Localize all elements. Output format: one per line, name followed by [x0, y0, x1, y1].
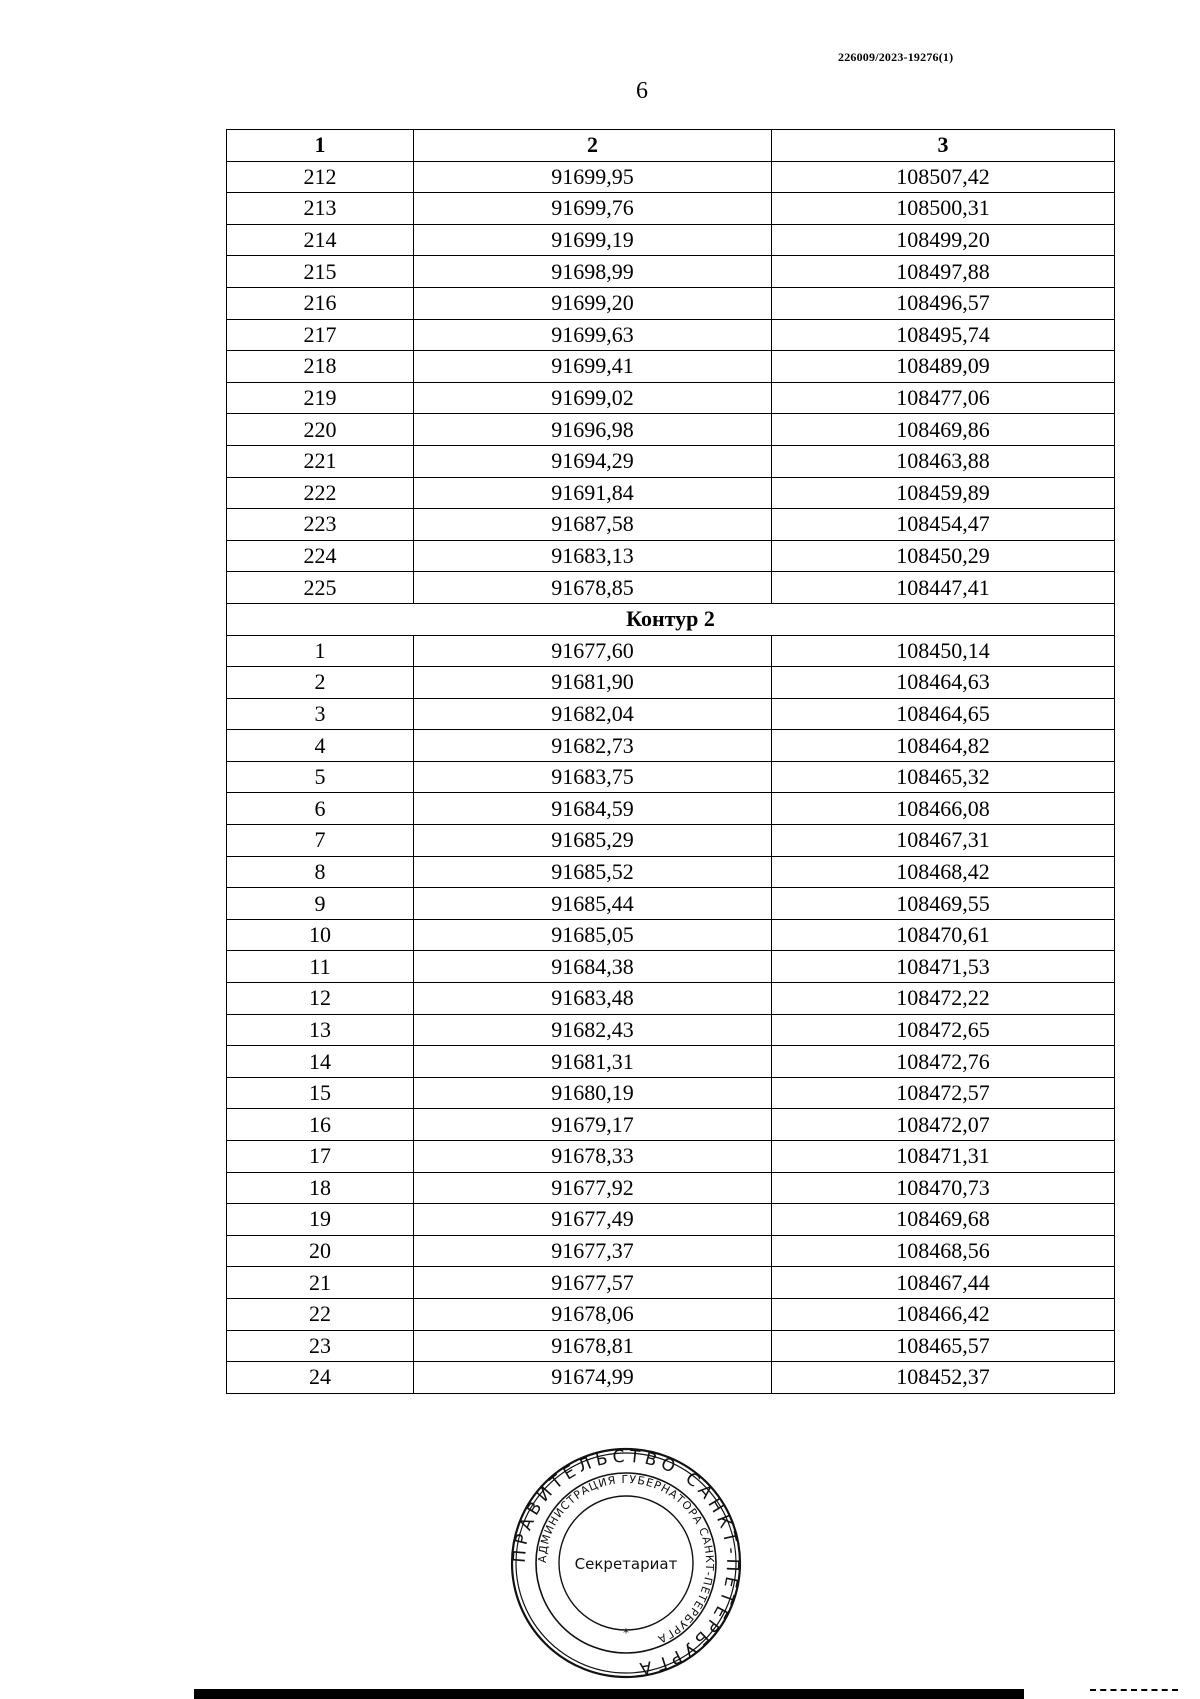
table-row [227, 287, 1115, 319]
y-coordinate-cell: 108496,57 [772, 287, 1115, 319]
x-coordinate-cell: 91677,92 [414, 1172, 772, 1204]
point-number-cell: 9 [227, 888, 414, 920]
coordinates-table [226, 129, 1115, 1394]
x-coordinate-cell: 91681,90 [414, 667, 772, 699]
table-body-contour-2 [227, 635, 1115, 1393]
x-coordinate-cell: 91682,43 [414, 1014, 772, 1046]
column-header-3: 3 [772, 130, 1115, 162]
x-coordinate-cell: 91699,02 [414, 382, 772, 414]
x-coordinate-cell: 91678,06 [414, 1298, 772, 1330]
table-row [227, 888, 1115, 920]
y-coordinate-cell: 108464,82 [772, 730, 1115, 762]
point-number-cell: 10 [227, 919, 414, 951]
y-coordinate-cell: 108464,65 [772, 698, 1115, 730]
table-row [227, 1330, 1115, 1362]
x-coordinate-cell: 91681,31 [414, 1046, 772, 1078]
table-row [227, 1077, 1115, 1109]
table-row [227, 540, 1115, 572]
point-number-cell: 23 [227, 1330, 414, 1362]
table-row [227, 477, 1115, 509]
y-coordinate-cell: 108467,44 [772, 1267, 1115, 1299]
point-number-cell: 215 [227, 256, 414, 288]
x-coordinate-cell: 91680,19 [414, 1077, 772, 1109]
table-row [227, 1046, 1115, 1078]
y-coordinate-cell: 108471,53 [772, 951, 1115, 983]
table-row [227, 1109, 1115, 1141]
table-row [227, 445, 1115, 477]
point-number-cell: 11 [227, 951, 414, 983]
y-coordinate-cell: 108465,32 [772, 761, 1115, 793]
y-coordinate-cell: 108469,68 [772, 1204, 1115, 1236]
point-number-cell: 24 [227, 1362, 414, 1394]
x-coordinate-cell: 91678,33 [414, 1141, 772, 1173]
x-coordinate-cell: 91677,37 [414, 1235, 772, 1267]
table-row [227, 793, 1115, 825]
point-number-cell: 20 [227, 1235, 414, 1267]
seal-star-icon: * [623, 1626, 629, 1640]
x-coordinate-cell: 91699,19 [414, 224, 772, 256]
table-row [227, 224, 1115, 256]
point-number-cell: 3 [227, 698, 414, 730]
y-coordinate-cell: 108463,88 [772, 445, 1115, 477]
y-coordinate-cell: 108470,73 [772, 1172, 1115, 1204]
x-coordinate-cell: 91682,73 [414, 730, 772, 762]
y-coordinate-cell: 108471,31 [772, 1141, 1115, 1173]
bottom-scan-mark [1090, 1689, 1178, 1695]
y-coordinate-cell: 108472,57 [772, 1077, 1115, 1109]
point-number-cell: 18 [227, 1172, 414, 1204]
x-coordinate-cell: 91677,60 [414, 635, 772, 667]
point-number-cell: 221 [227, 445, 414, 477]
table-row [227, 193, 1115, 225]
table-row [227, 572, 1115, 604]
column-header-2: 2 [414, 130, 772, 162]
table-row [227, 856, 1115, 888]
table-row [227, 1014, 1115, 1046]
table-header-row [227, 130, 1115, 162]
x-coordinate-cell: 91682,04 [414, 698, 772, 730]
x-coordinate-cell: 91678,81 [414, 1330, 772, 1362]
y-coordinate-cell: 108470,61 [772, 919, 1115, 951]
x-coordinate-cell: 91677,57 [414, 1267, 772, 1299]
point-number-cell: 222 [227, 477, 414, 509]
y-coordinate-cell: 108447,41 [772, 572, 1115, 604]
x-coordinate-cell: 91678,85 [414, 572, 772, 604]
x-coordinate-cell: 91685,05 [414, 919, 772, 951]
point-number-cell: 218 [227, 351, 414, 383]
table-row [227, 1298, 1115, 1330]
x-coordinate-cell: 91698,99 [414, 256, 772, 288]
y-coordinate-cell: 108500,31 [772, 193, 1115, 225]
y-coordinate-cell: 108450,14 [772, 635, 1115, 667]
x-coordinate-cell: 91699,20 [414, 287, 772, 319]
x-coordinate-cell: 91684,59 [414, 793, 772, 825]
point-number-cell: 212 [227, 161, 414, 193]
y-coordinate-cell: 108465,57 [772, 1330, 1115, 1362]
x-coordinate-cell: 91674,99 [414, 1362, 772, 1394]
table-section-contour-2 [227, 603, 1115, 635]
seal-center-text: Секретариат [574, 1555, 678, 1573]
table-row [227, 256, 1115, 288]
table-row [227, 730, 1115, 762]
x-coordinate-cell: 91683,13 [414, 540, 772, 572]
point-number-cell: 5 [227, 761, 414, 793]
y-coordinate-cell: 108459,89 [772, 477, 1115, 509]
y-coordinate-cell: 108495,74 [772, 319, 1115, 351]
official-seal [510, 1447, 742, 1679]
table-row [227, 951, 1115, 983]
point-number-cell: 225 [227, 572, 414, 604]
seal-outer-text: ПРАВИТЕЛЬСТВО САНКТ-ПЕТЕРБУРГА [510, 1447, 742, 1679]
point-number-cell: 216 [227, 287, 414, 319]
table-row [227, 414, 1115, 446]
x-coordinate-cell: 91679,17 [414, 1109, 772, 1141]
x-coordinate-cell: 91699,63 [414, 319, 772, 351]
y-coordinate-cell: 108466,42 [772, 1298, 1115, 1330]
x-coordinate-cell: 91684,38 [414, 951, 772, 983]
y-coordinate-cell: 108477,06 [772, 382, 1115, 414]
table-row [227, 161, 1115, 193]
table-row [227, 351, 1115, 383]
x-coordinate-cell: 91691,84 [414, 477, 772, 509]
column-header-1: 1 [227, 130, 414, 162]
y-coordinate-cell: 108468,42 [772, 856, 1115, 888]
table-row [227, 698, 1115, 730]
point-number-cell: 213 [227, 193, 414, 225]
x-coordinate-cell: 91694,29 [414, 445, 772, 477]
point-number-cell: 2 [227, 667, 414, 699]
point-number-cell: 7 [227, 825, 414, 857]
y-coordinate-cell: 108472,65 [772, 1014, 1115, 1046]
table-row [227, 1267, 1115, 1299]
section-row [227, 603, 1115, 635]
y-coordinate-cell: 108454,47 [772, 509, 1115, 541]
table-row [227, 983, 1115, 1015]
point-number-cell: 14 [227, 1046, 414, 1078]
section-title: Контур 2 [227, 603, 1115, 635]
x-coordinate-cell: 91685,29 [414, 825, 772, 857]
table-row [227, 1172, 1115, 1204]
y-coordinate-cell: 108472,76 [772, 1046, 1115, 1078]
table-row [227, 1235, 1115, 1267]
table-row [227, 509, 1115, 541]
point-number-cell: 12 [227, 983, 414, 1015]
table-body-contour-1 [227, 161, 1115, 603]
table-row [227, 1362, 1115, 1394]
x-coordinate-cell: 91699,95 [414, 161, 772, 193]
point-number-cell: 13 [227, 1014, 414, 1046]
x-coordinate-cell: 91687,58 [414, 509, 772, 541]
seal-inner-text: АДМИНИСТРАЦИЯ ГУБЕРНАТОРА САНКТ-ПЕТЕРБУРГА [535, 1472, 717, 1647]
table-row [227, 319, 1115, 351]
y-coordinate-cell: 108507,42 [772, 161, 1115, 193]
y-coordinate-cell: 108466,08 [772, 793, 1115, 825]
x-coordinate-cell: 91677,49 [414, 1204, 772, 1236]
y-coordinate-cell: 108469,55 [772, 888, 1115, 920]
y-coordinate-cell: 108469,86 [772, 414, 1115, 446]
point-number-cell: 217 [227, 319, 414, 351]
y-coordinate-cell: 108472,07 [772, 1109, 1115, 1141]
table-row [227, 825, 1115, 857]
y-coordinate-cell: 108464,63 [772, 667, 1115, 699]
table-row [227, 1204, 1115, 1236]
table-row [227, 382, 1115, 414]
point-number-cell: 17 [227, 1141, 414, 1173]
y-coordinate-cell: 108450,29 [772, 540, 1115, 572]
point-number-cell: 214 [227, 224, 414, 256]
point-number-cell: 1 [227, 635, 414, 667]
x-coordinate-cell: 91683,48 [414, 983, 772, 1015]
point-number-cell: 220 [227, 414, 414, 446]
x-coordinate-cell: 91685,52 [414, 856, 772, 888]
point-number-cell: 15 [227, 1077, 414, 1109]
point-number-cell: 16 [227, 1109, 414, 1141]
y-coordinate-cell: 108452,37 [772, 1362, 1115, 1394]
page-number: 6 [636, 78, 648, 104]
table-row [227, 1141, 1115, 1173]
y-coordinate-cell: 108499,20 [772, 224, 1115, 256]
x-coordinate-cell: 91699,41 [414, 351, 772, 383]
x-coordinate-cell: 91683,75 [414, 761, 772, 793]
y-coordinate-cell: 108468,56 [772, 1235, 1115, 1267]
point-number-cell: 219 [227, 382, 414, 414]
point-number-cell: 8 [227, 856, 414, 888]
table-row [227, 919, 1115, 951]
y-coordinate-cell: 108497,88 [772, 256, 1115, 288]
x-coordinate-cell: 91696,98 [414, 414, 772, 446]
x-coordinate-cell: 91685,44 [414, 888, 772, 920]
point-number-cell: 21 [227, 1267, 414, 1299]
table-row [227, 761, 1115, 793]
y-coordinate-cell: 108467,31 [772, 825, 1115, 857]
bottom-scan-bar [194, 1689, 1024, 1699]
x-coordinate-cell: 91699,76 [414, 193, 772, 225]
point-number-cell: 4 [227, 730, 414, 762]
y-coordinate-cell: 108489,09 [772, 351, 1115, 383]
point-number-cell: 6 [227, 793, 414, 825]
point-number-cell: 223 [227, 509, 414, 541]
point-number-cell: 19 [227, 1204, 414, 1236]
y-coordinate-cell: 108472,22 [772, 983, 1115, 1015]
point-number-cell: 22 [227, 1298, 414, 1330]
document-number: 226009/2023-19276(1) [838, 50, 954, 64]
table-row [227, 667, 1115, 699]
table-row [227, 635, 1115, 667]
point-number-cell: 224 [227, 540, 414, 572]
